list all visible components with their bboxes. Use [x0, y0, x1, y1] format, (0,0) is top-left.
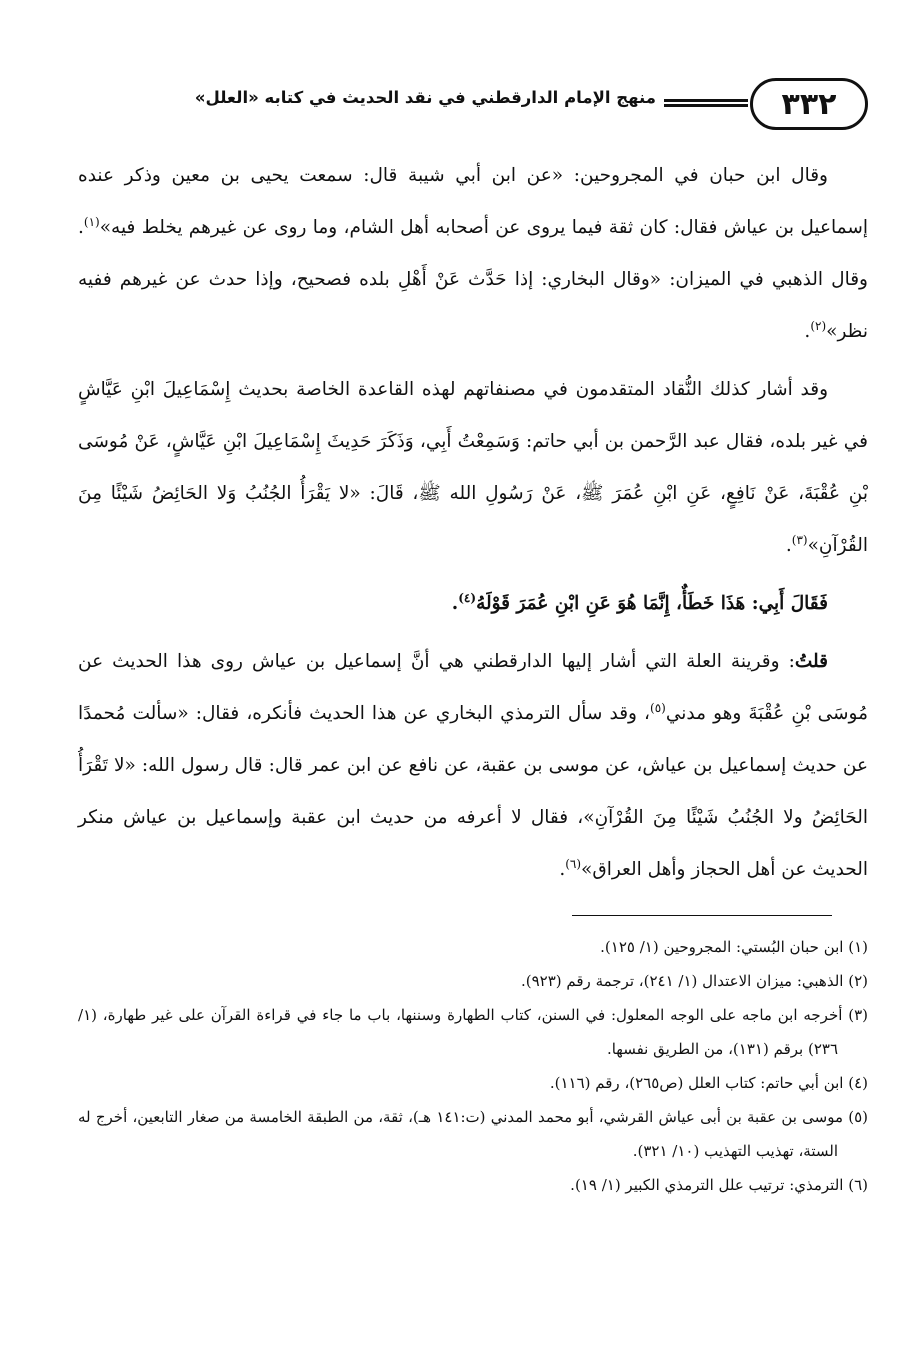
paragraph-2: [78, 364, 868, 572]
paragraph-4-text-2: ، وقد سأل الترمذي البخاري عن هذا الحديث فأنكره، فقال: «سألت مُحمدًا عن حديث إسماعيل بن عياش، عن موسى بن عقبة، عن نافع عن ابن عمر قال: قال رسول الله: «لا تَقْرَأُ الحَائِضُ ولا الجُنُبُ شَيْئًا مِنَ القُرْآنِ»، فقال لا أعرفه من حديث ابن عقبة وإسماعيل بن عياش منكر الحديث عن أهل الحجاز وأهل العراق»: [78, 703, 868, 880]
footnote-ref-2: (٢): [810, 318, 827, 333]
paragraph-3-text: فَقَالَ أَبِي: هَذَا خَطَأٌ، إِنَّمَا هُوَ عَنِ ابْنِ عُمَرَ قَوْلَهُ: [476, 593, 828, 614]
paragraph-2-text: وقد أشار كذلك النُّقاد المتقدمون في مصنفاتهم لهذه القاعدة الخاصة بحديث إِسْمَاعِيلَ ابْنِ عَيَّاشٍ في غير بلده، فقال عبد الرَّحمن بن أبي حاتم: وَسَمِعْتُ أَبِي، وَذَكَرَ حَدِيثَ إِسْمَاعِيلَ ابْنِ عَيَّاشٍ، عَنْ مُوسَى بْنِ عُقْبَةَ، عَنْ نَافِعٍ، عَنِ ابْنِ عُمَرَ ﷺ، عَنْ رَسُولِ الله ﷺ، قَالَ: «لا يَقْرَأُ الجُنُبُ وَلا الحَائِضُ شَيْئًا مِنَ القُرْآنِ»: [78, 379, 868, 556]
footnote-3: (٣) أخرجه ابن ماجه على الوجه المعلول: في السنن، كتاب الطهارة وسننها، باب ما جاء في قراءة القرآن على غير طهارة، (١/ ٢٣٦) برقم (١٣١)، من الطريق نفسها.: [78, 1006, 868, 1058]
footnote-ref-4: (٤): [458, 590, 477, 605]
footnote-ref-1: (١): [83, 214, 100, 229]
header-double-rule: [664, 99, 748, 107]
paragraph-3: [78, 578, 868, 630]
footnote-ref-5: (٥): [650, 700, 666, 715]
paragraph-4-lead: قلتُ: [794, 651, 828, 672]
footnote-4: (٤) ابن أبي حاتم: كتاب العلل (ص٢٦٥)، رقم (١١٦).: [549, 1074, 868, 1092]
page-number: ٣٣٢: [750, 78, 868, 130]
main-text: [78, 150, 868, 902]
paragraph-1: [78, 150, 868, 358]
footnote-6: (٦) الترمذي: ترتيب علل الترمذي الكبير (١/ ١٩).: [570, 1176, 868, 1194]
paragraph-4: [78, 636, 868, 896]
footnote-ref-6: (٦): [565, 856, 582, 871]
footnote-2: (٢) الذهبي: ميزان الاعتدال (١/ ٢٤١)، ترجمة رقم (٩٢٣).: [520, 972, 868, 990]
paragraph-2-end: .: [785, 535, 792, 556]
paragraph-4-text: : وقرينة العلة التي أشار إليها الدارقطني هي أنَّ إسماعيل بن عياش روى هذا الحديث عن مُوسَى بْنِ عُقْبَةَ وهو مدني: [78, 651, 868, 724]
paragraph-4-end: .: [559, 859, 566, 880]
paragraph-3-end: .: [451, 593, 459, 614]
footnotes: [78, 930, 868, 1202]
page-header: [78, 78, 868, 132]
footnote-separator: [572, 915, 832, 916]
footnote-ref-3: (٣): [791, 532, 808, 547]
footnote-5: (٥) موسى بن عقبة بن أبى عياش القرشي، أبو محمد المدني (ت:١٤١ هـ)، ثقة، من الطبقة الخامسة من صغار التابعين، أخرج له الستة، تهذيب التهذيب (١٠/ ٣٢١).: [78, 1108, 868, 1160]
paragraph-1-end: .: [804, 321, 811, 342]
running-title: منهج الإمام الدارقطني في نقد الحديث في كتابه «العلل»: [194, 88, 656, 107]
footnote-1: (١) ابن حبان البُستي: المجروحين (١/ ١٢٥).: [600, 938, 868, 956]
paragraph-1-text: وقال ابن حبان في المجروحين: «عن ابن أبي شيبة قال: سمعت يحيى بن معين وذكر عنده إسماعيل بن عياش فقال: كان ثقة فيما يروى عن أصحابه أهل الشام، وما روى عن غيرهم يخلط فيه»: [78, 165, 868, 238]
paragraph-1-text-2: . وقال الذهبي في الميزان: «وقال البخاري: إذا حَدَّث عَنْ أَهْلِ بلده فصحيح، وإذا حدث عن غيرهم ففيه نظر»: [78, 217, 868, 342]
